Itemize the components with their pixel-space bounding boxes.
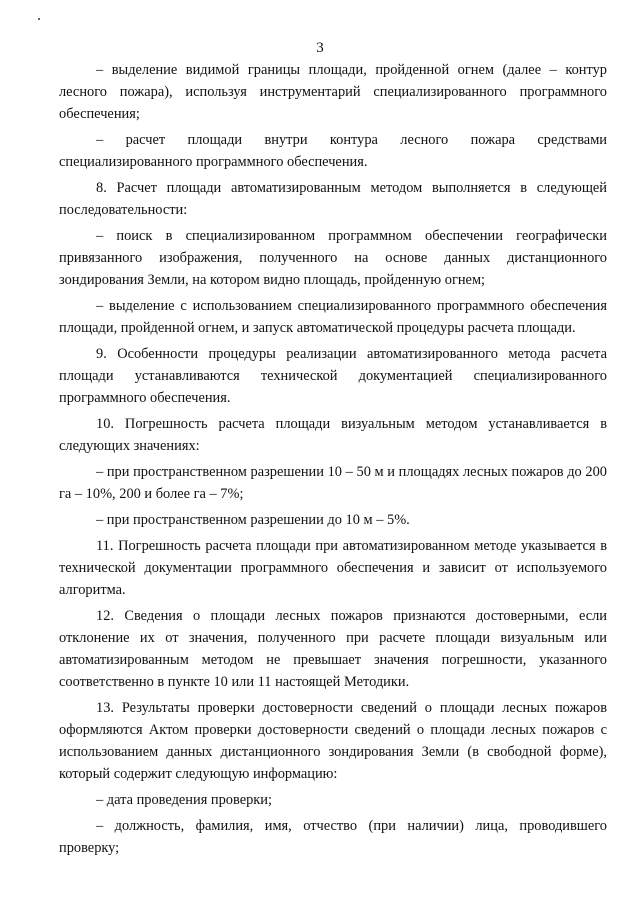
paragraph-item-8: 8. Расчет площади автоматизированным методом выполняется в следующей последовательности: bbox=[59, 180, 607, 218]
paragraph-item-13: 13. Результаты проверки достоверности сведений о площади лесных пожаров оформляются Актом проверки достоверности сведений о площади лесных пожаров с использованием данных дистанционного зондирования Земли (в свободной форме), который содержит следующую информацию: bbox=[59, 700, 607, 782]
paragraph-item-10: 10. Погрешность расчета площади визуальным методом устанавливается в следующих значениях: bbox=[59, 416, 607, 454]
paragraph-inspector-info: – должность, фамилия, имя, отчество (при наличии) лица, проводившего проверку; bbox=[59, 818, 607, 856]
paragraph-image-search: – поиск в специализированном программном обеспечении географически привязанного изображения, полученного на основе данных дистанционного зондирования Земли, на котором видно площадь, пройденную огнем; bbox=[59, 228, 607, 288]
paragraph-item-11: 11. Погрешность расчета площади при автоматизированном методе указывается в технической документации программного обеспечения и зависит от используемого алгоритма. bbox=[59, 538, 607, 598]
paragraph-area-calculation: – расчет площади внутри контура лесного пожара средствами специализированного программного обеспечения. bbox=[59, 132, 607, 170]
paragraph-resolution-10-50: – при пространственном разрешении 10 – 50 м и площадях лесных пожаров до 200 га – 10%, 200 и более га – 7%; bbox=[59, 464, 607, 502]
paragraph-item-12: 12. Сведения о площади лесных пожаров признаются достоверными, если отклонение их от значения, полученного при расчете площади визуальным или автоматизированным методом не превышает значения погрешности, указанного соответственно в пункте 10 или 11 настоящей Методики. bbox=[59, 608, 607, 690]
document-body bbox=[59, 59, 607, 863]
paragraph-check-date: – дата проведения проверки; bbox=[96, 792, 272, 808]
paragraph-item-9: 9. Особенности процедуры реализации автоматизированного метода расчета площади устанавливаются технической документацией специализированного программного обеспечения. bbox=[59, 346, 607, 406]
page-number: 3 bbox=[316, 40, 324, 56]
paragraph-resolution-up-to-10: – при пространственном разрешении до 10 м – 5%. bbox=[96, 512, 410, 528]
paragraph-auto-procedure: – выделение с использованием специализированного программного обеспечения площади, пройденной огнем, и запуск автоматической процедуры расчета площади. bbox=[59, 298, 607, 336]
scan-artifact bbox=[38, 18, 40, 20]
paragraph-contour-selection: – выделение видимой границы площади, пройденной огнем (далее – контур лесного пожара), используя инструментарий специализированного программного обеспечения; bbox=[59, 62, 607, 122]
